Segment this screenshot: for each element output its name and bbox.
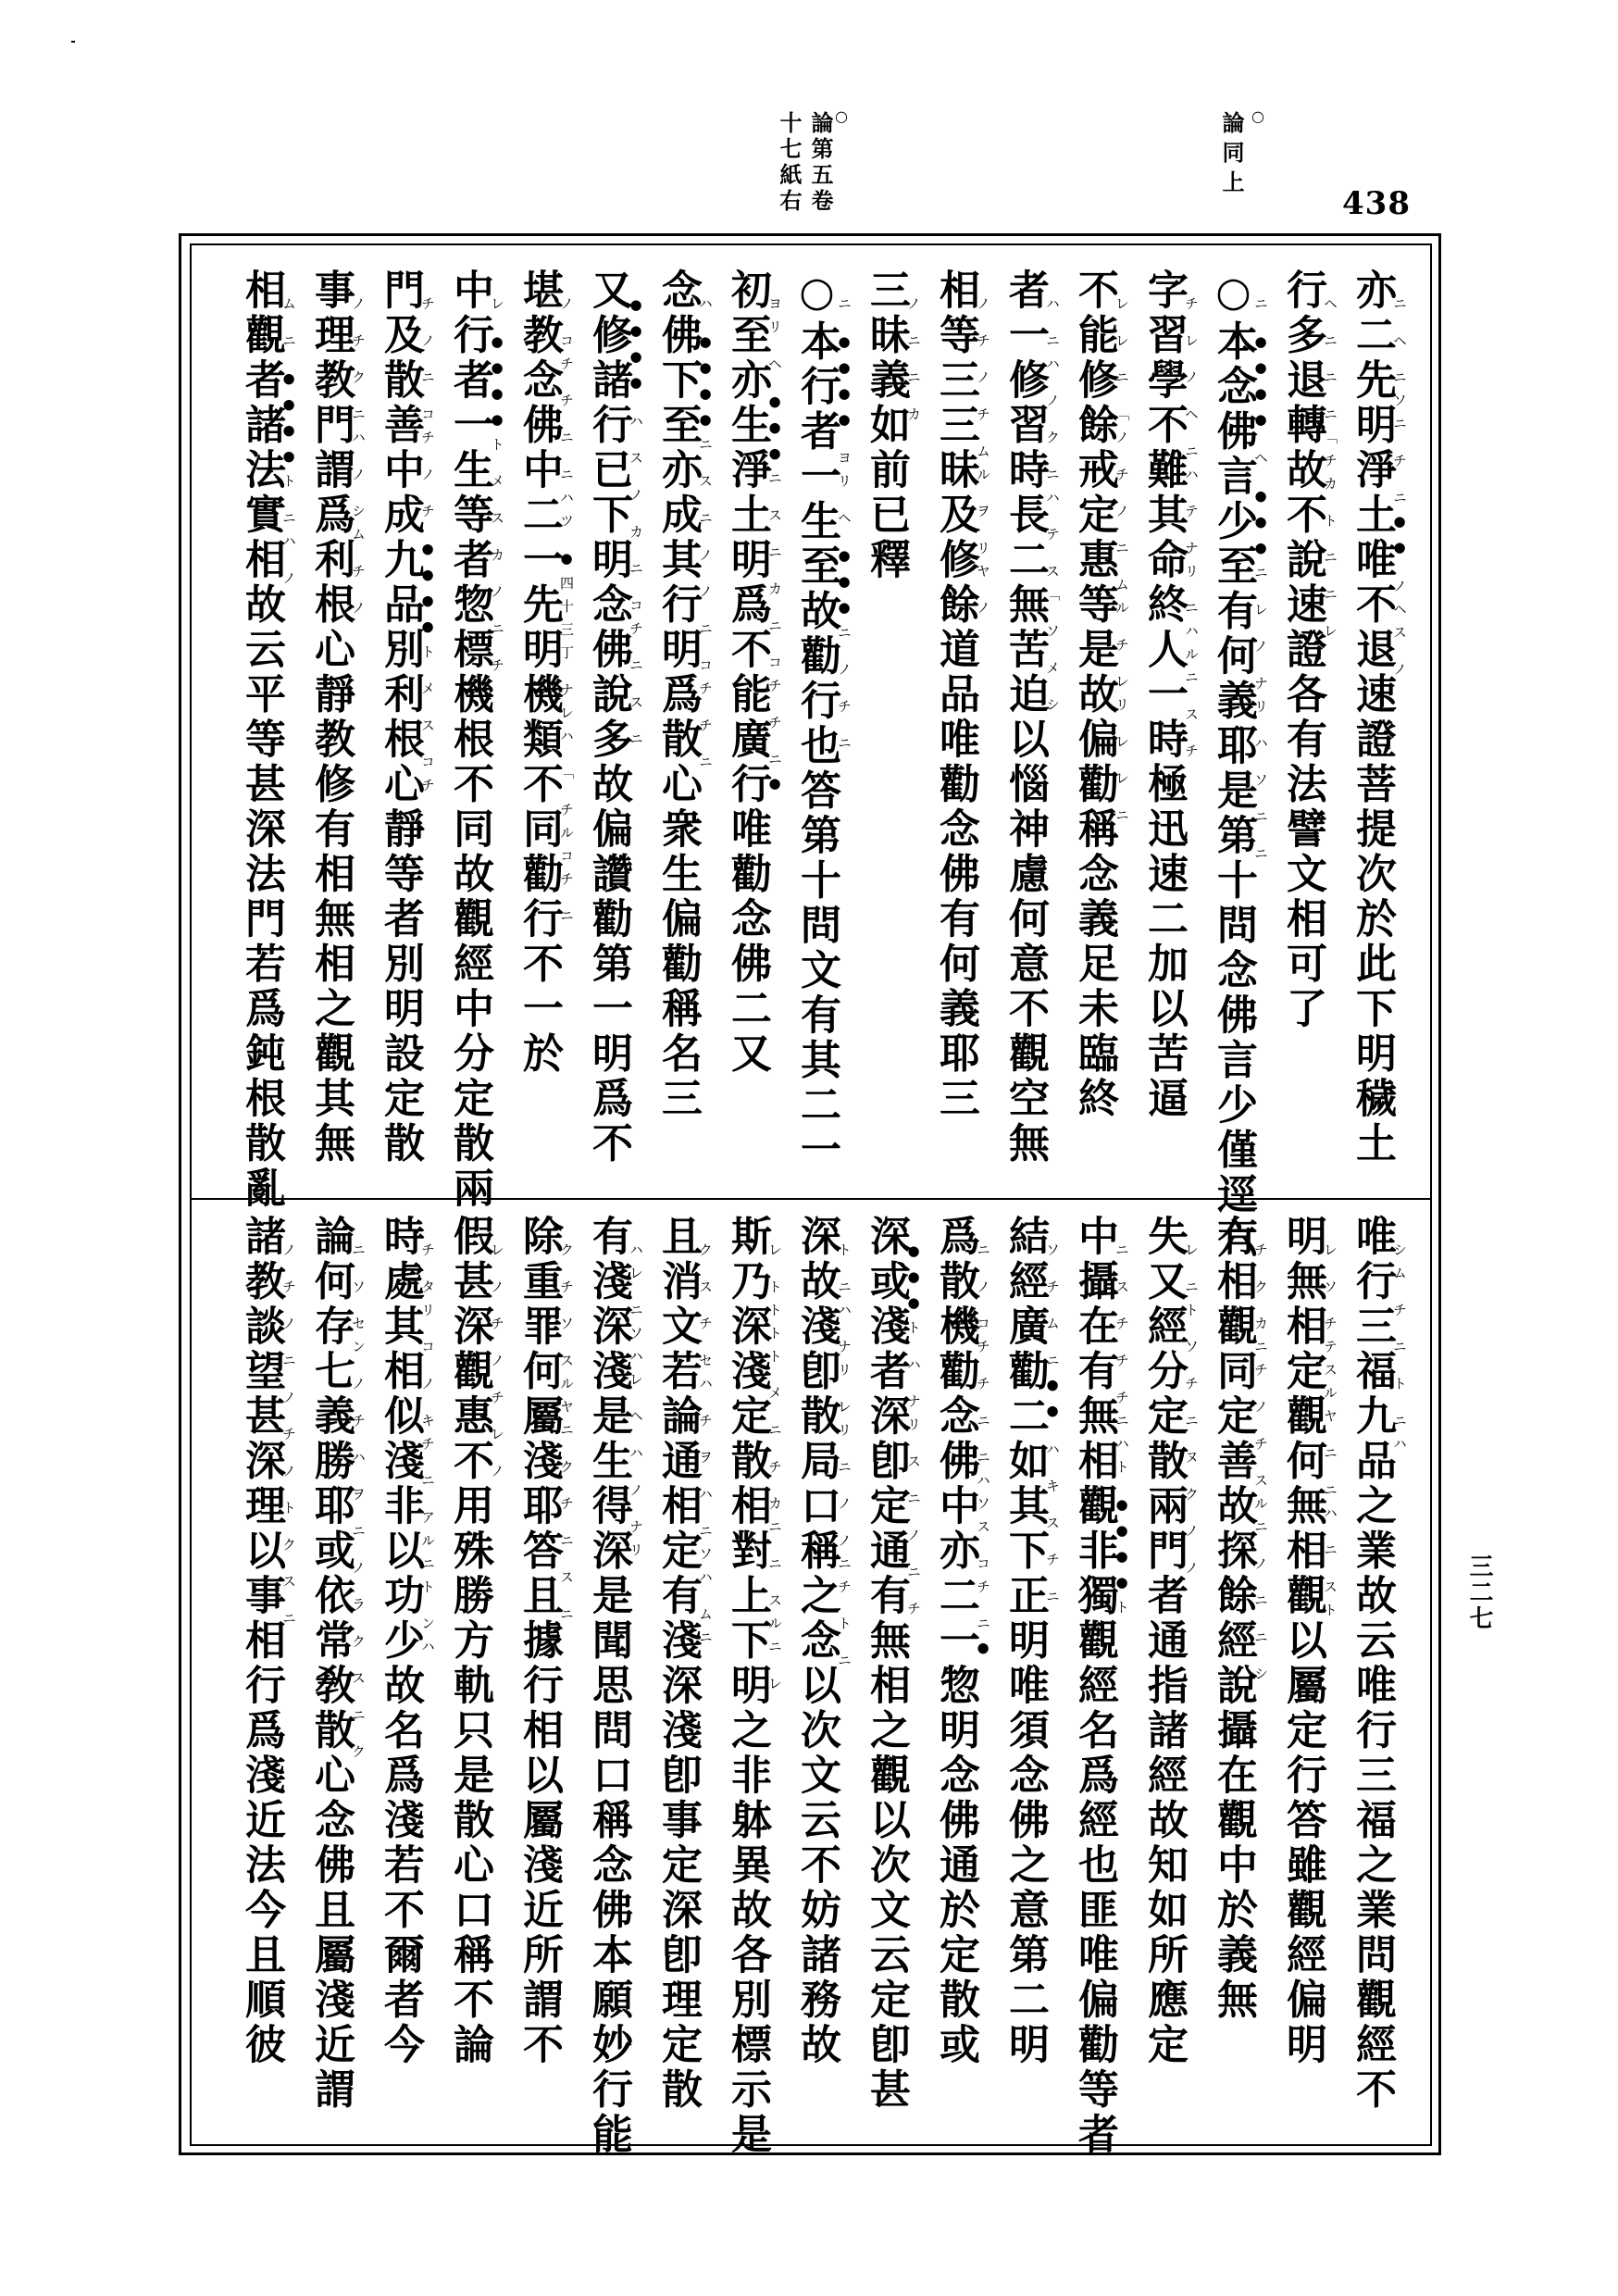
kunten-marks: ノ コチ チ ニ ニハツ ●四十三丁 ナレハ 「 チルコチ ニ <box>558 296 575 931</box>
upper-block-column: 初至亦生淨土明爲不能廣行唯勸念佛二又 <box>724 268 771 1077</box>
upper-block-column: 堪教念佛中二一先明機類不同勸行不一於 <box>516 268 563 1077</box>
upper-block-column: 亦二先明淨土唯不退速證菩提次於此下明穢土 <box>1349 268 1396 1167</box>
kunten-marks: ヨリ ヘ ●●●ニ ス ニ カ ニ コチ チ ニ● <box>766 296 783 801</box>
kunten-marks: レ ソ チテスルヤ ニ ニハ ニ スト <box>1322 1242 1338 1626</box>
kunten-marks: ニ ス チ チ チニハト ●●●●ト <box>1114 1242 1130 1623</box>
side-page-number: 三二七 <box>1465 1554 1493 1631</box>
upper-block-column: 事理教門謂爲利根心靜教修有相無相之觀其無 <box>307 268 355 1167</box>
kunten-marks: ヘ ニ ニ ニ「チカ ト ニ ニ レ <box>1322 296 1338 647</box>
kunten-marks: ノ チ ノ ニ ノ チ ノ ト ク ス ニ <box>280 1242 297 1634</box>
lower-block-column: 唯行三福九品之業故云唯行三福之業問觀經不 <box>1349 1215 1396 2113</box>
header-left-note-col2: 十七紙右 <box>776 111 803 215</box>
kunten-marks: ム ニ ●●●●ト ニハ ノ <box>280 296 297 594</box>
lower-block-column: 深故淺卽散局口稱之念以次文云不妨諸務故 <box>793 1215 840 2068</box>
kunten-marks: ソ チ ム ニ●● ハ キ ス チ ニ <box>1044 1242 1061 1613</box>
kunten-marks: ●●●● ハ ス ノ カ ニ コチ ニ ス ニ <box>628 296 644 755</box>
kunten-marks: ノ チ ノ チ ムル ヲ リヤ ノ <box>975 296 991 624</box>
kunten-marks: ク ス チ セハ チ ヲ ハ ニソハ ムニ <box>697 1242 714 1653</box>
kunten-marks: チ タリ コ ノ キチ ニ アルニト ンハ <box>419 1242 436 1663</box>
lower-block-column: 深或淺者深卽定通有無相之觀以次文云定卽甚 <box>863 1215 910 2113</box>
kunten-marks: レ ●●●●ト メ ス カ ノ ニ チ <box>489 296 505 681</box>
lower-block-column: 斯乃深淺定散相對上下明之非躰異故各別標示是 <box>724 1215 771 2158</box>
upper-block-column: 者一修習時長二無苦迫以惱神慮何意不觀空無 <box>1002 268 1049 1167</box>
kunten-marks: ニ ノ コチ チ ニ ニハソス コチ ニ● <box>975 1242 991 1666</box>
lower-block-column: 結經廣勸二如其下正明唯須念佛之意第二明 <box>1002 1215 1049 2068</box>
header-right-circle-marker: ○ <box>1251 107 1264 125</box>
upper-block-column: 不能修餘戒定惠等是故偏勸稱念義足未臨終 <box>1071 268 1118 1122</box>
kunten-marks: チ ノ ニ コチ ノ チ ●●●●ト メ ス コチ <box>419 296 436 801</box>
lower-block-column: 中攝在有無相觀非獨觀經名爲經也匪唯偏勸等者 <box>1071 1215 1118 2158</box>
kunten-marks: ノ ニ ニ カ <box>905 296 922 430</box>
kunten-marks: チ レ ノ ヘ ニハ テ ナリ ニハルニ ス チ <box>1183 296 1200 767</box>
lower-block-column: 失又經分定散兩門者通指諸經故知如所應定 <box>1140 1215 1188 2068</box>
upper-block-column: 三昧義如前已釋 <box>863 268 910 583</box>
kunten-marks: ニ ●●●● ヘ ●●●ニ レ ノ ナリ ハ ソ ニ ニ <box>1252 296 1269 869</box>
kunten-marks: ハレ ニソハレ ヘ ハ ノ ナリ <box>628 1242 644 1566</box>
upper-block-column: ○本念佛言少至有何義耶是第十問念佛言少僅逕六 <box>1210 268 1257 1263</box>
lower-block-column: 假甚深觀惠不用殊勝方軌只是散心口稱不論 <box>446 1215 493 2068</box>
upper-block-column: 念佛下至亦成其行明爲散心衆生偏勸稱名三 <box>654 268 702 1122</box>
lower-block-column: 有相觀同定善故探餘經說攝在觀中於義無 <box>1210 1215 1257 2023</box>
kunten-marks: ニ ソ セン ノ チ ハ ヲ ニ ノ ラ ク ス ニ ク <box>350 1242 367 1767</box>
kunten-marks: レ ノ チ ノ チ レ ノ <box>489 1242 505 1487</box>
kunten-marks: レ ニト ソ チ ニ ヌ ク ノ ノ <box>1183 1242 1200 1584</box>
kunten-marks: ト ニハ ナリ レリ ニ ノ ノニチ ト ニ <box>836 1242 853 1677</box>
lower-block-column: 有淺深淺是生得深是聞思問口稱念佛本願妙行能 <box>585 1215 632 2158</box>
kunten-marks: ノ チ ク ニハ ノ シム チ ノ <box>350 296 367 624</box>
kunten-marks: ニ ヘ ニソニ チ ニ●● ノヘス ノ <box>1391 296 1408 685</box>
upper-block-column: 又修諸行已下明念佛說多故偏讚勸第一明爲不 <box>585 268 632 1167</box>
kunten-marks: シム チ ニ ト ニハ <box>1391 1242 1408 1460</box>
lower-block-column: 爲散機勸念佛中亦二一惣明念佛通於定散或 <box>932 1215 979 2068</box>
page-number: 438 <box>1342 185 1411 222</box>
lower-block-column: 論何存七義勝耶或依常敎散心念佛且屬淺近謂 <box>307 1215 355 2113</box>
upper-block-column: 行多退轉故不說速證各有法譬文相可了 <box>1279 268 1326 1032</box>
upper-block-column: 相觀者諸法實相故云平等甚深法門若爲鈍根散亂 <box>238 268 285 1212</box>
upper-block-column: ○本行者一生至故勸行也答第十問文有其二一 <box>793 268 840 1173</box>
kunten-marks: ク チ ソ スルヤニ ク チ ニ ス ニ <box>558 1242 575 1630</box>
kunten-marks: ニ ●●●● ヨリ ヘ ●●●ニ ノ チ ニ <box>836 296 853 759</box>
kunten-marks: ハ ●●●●ニ ス ニ ノ ノ ニ コチ チ ニ <box>697 296 714 778</box>
upper-block-column: 字習學不難其命終人一時極迅速二加以苦逼 <box>1140 268 1188 1122</box>
header-left-note-col1: 論第五卷 <box>807 111 834 215</box>
upper-block-column: 相等三三昧及修餘道品唯勸念佛有何義耶三 <box>932 268 979 1122</box>
lower-block-column: 除重罪何屬淺耶答且據行相以屬淺近所謂不 <box>516 1215 563 2068</box>
kunten-marks: チ ク カニチ ノ チ スルニ ノ ニ ニ シ <box>1252 1242 1269 1690</box>
lower-block-column: 時處其相似淺非以功少故名爲淺若不爾者今 <box>377 1215 424 2068</box>
upper-block-column: 中行者一生等者惣標機根不同故觀經中分定散兩 <box>446 268 493 1212</box>
header-left-circle-marker: ○ <box>835 107 848 125</box>
lower-block-column: 諸教談望甚深理以事相行爲淺近法今且順彼 <box>238 1215 285 2068</box>
kunten-marks: レ トトトト メ ニ チ カニ ニ スルニ レ <box>766 1242 783 1700</box>
kunten-marks: ハ ニハ ノ ク ニハ テ ス「 ソ メ シ <box>1044 296 1061 720</box>
header-right-note: 論同上 <box>1218 111 1245 200</box>
kunten-marks: レ レ ニ 「ノ チ ノ ニ ムル チ レリ レ レ ニ <box>1114 296 1130 831</box>
lower-block-column: 明無相定觀何無相觀以屬定行答雖觀經偏明 <box>1279 1215 1326 2068</box>
upper-block-column: 門及散善中成九品別利根心靜等者別明設定散 <box>377 268 424 1167</box>
lower-block-column: 且消文若論通相定有淺深淺卽事定深卽理定散 <box>654 1215 702 2113</box>
scan-speck <box>71 41 75 43</box>
kunten-marks: ●●●ト ハ ナリ ス ニ ノ ニ チ <box>905 1242 922 1625</box>
